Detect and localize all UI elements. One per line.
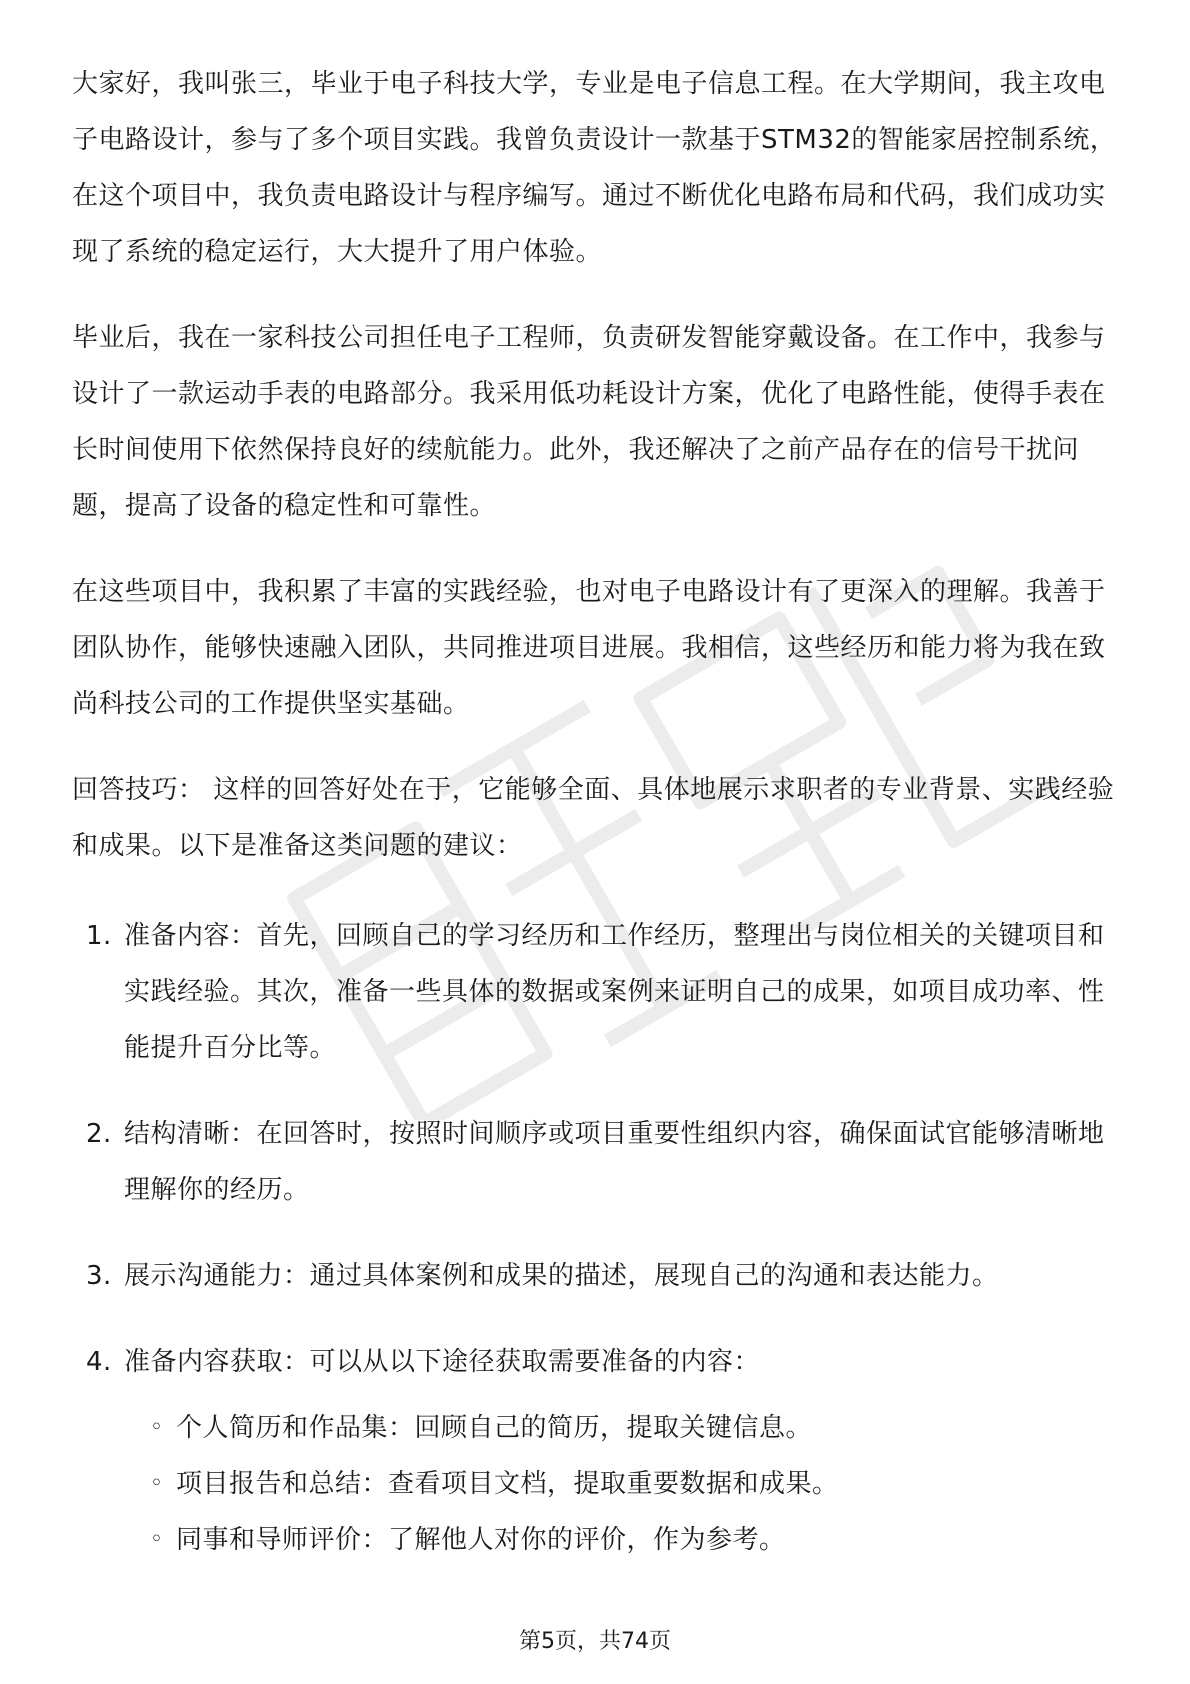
list-item xyxy=(72,1248,1128,1304)
list-item-text: 准备内容：首先，回顾自己的学习经历和工作经历，整理出与岗位相关的关键项目和实践经验。其次，准备一些具体的数据或案例来证明自己的成果，如项目成功率、性能提升百分比等。 xyxy=(124,921,1105,1063)
list-item-text: 准备内容获取：可以从以下途径获取需要准备的内容： xyxy=(124,1347,761,1377)
sub-list-item-text: 个人简历和作品集：回顾自己的简历，提取关键信息。 xyxy=(176,1413,813,1443)
document-body xyxy=(72,56,1128,1598)
list-item xyxy=(72,1334,1128,1568)
list-number: 2. xyxy=(86,1119,112,1149)
sub-list-item xyxy=(124,1456,1128,1512)
bullet-icon: ◦ xyxy=(150,1527,164,1552)
page-footer: 第5页，共74页 xyxy=(519,1629,671,1654)
tips-list xyxy=(72,908,1128,1568)
intro-paragraph: 大家好，我叫张三，毕业于电子科技大学，专业是电子信息工程。在大学期间，我主攻电子电路设计，参与了多个项目实践。我曾负责设计一款基于STM32的智能家居控制系统，在这个项目中，我负责电路设计与程序编写。通过不断优化电路布局和代码，我们成功实现了系统的稳定运行，大大提升了用户体验。 xyxy=(72,69,1117,267)
sub-list-item xyxy=(124,1512,1128,1568)
sub-list-item-text: 同事和导师评价：了解他人对你的评价，作为参考。 xyxy=(176,1525,786,1555)
list-item xyxy=(72,908,1128,1076)
sub-list-item-text: 项目报告和总结：查看项目文档，提取重要数据和成果。 xyxy=(176,1469,839,1499)
list-number: 4. xyxy=(86,1347,112,1377)
list-item-text: 展示沟通能力：通过具体案例和成果的描述，展现自己的沟通和表达能力。 xyxy=(124,1261,999,1291)
list-item xyxy=(72,1106,1128,1218)
list-number: 3. xyxy=(86,1261,112,1291)
tips-intro-paragraph: 回答技巧： 这样的回答好处在于，它能够全面、具体地展示求职者的专业背景、实践经验和成果。以下是准备这类问题的建议： xyxy=(72,775,1115,861)
list-item-text: 结构清晰：在回答时，按照时间顺序或项目重要性组织内容，确保面试官能够清晰地理解你的经历。 xyxy=(124,1119,1105,1205)
bullet-icon: ◦ xyxy=(150,1415,164,1440)
bullet-icon: ◦ xyxy=(150,1471,164,1496)
work-paragraph: 毕业后，我在一家科技公司担任电子工程师，负责研发智能穿戴设备。在工作中，我参与设计了一款运动手表的电路部分。我采用低功耗设计方案，优化了电路性能，使得手表在长时间使用下依然保持良好的续航能力。此外，我还解决了之前产品存在的信号干扰问题，提高了设备的稳定性和可靠性。 xyxy=(72,323,1106,521)
sub-list xyxy=(124,1400,1128,1568)
summary-paragraph: 在这些项目中，我积累了丰富的实践经验，也对电子电路设计有了更深入的理解。我善于团队协作，能够快速融入团队，共同推进项目进展。我相信，这些经历和能力将为我在致尚科技公司的工作提供坚实基础。 xyxy=(72,577,1106,719)
list-number: 1. xyxy=(86,921,112,951)
sub-list-item xyxy=(124,1400,1128,1456)
